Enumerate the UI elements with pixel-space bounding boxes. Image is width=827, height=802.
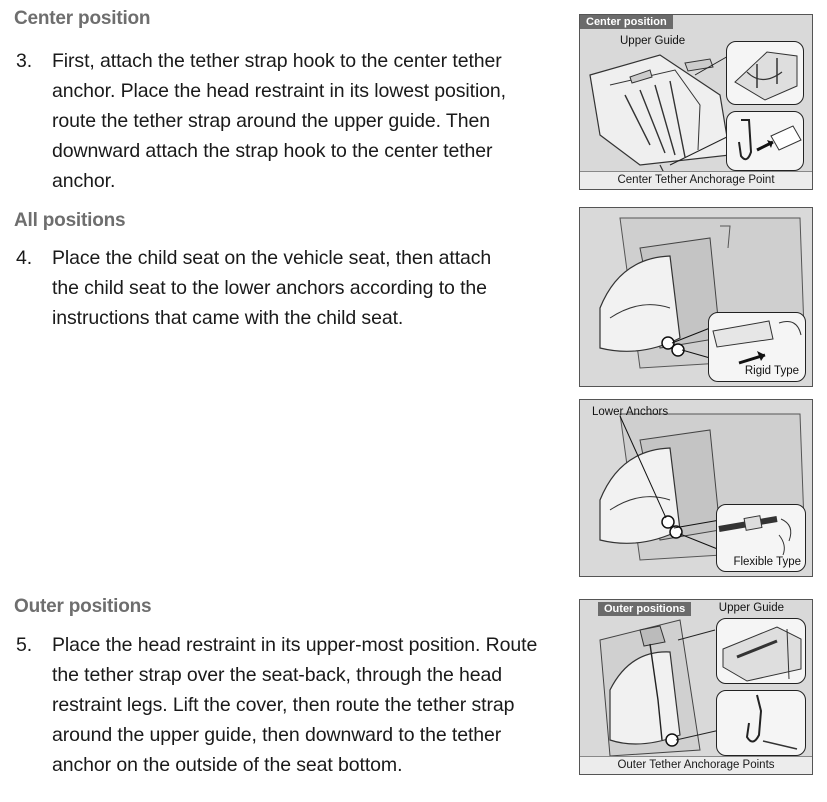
outer-tether-hook-icon [717, 691, 806, 756]
step-4-text: Place the child seat on the vehicle seat, then attach the child seat to the lower anchors according to the instructions that came with the child seat. [52, 247, 492, 329]
rigid-type-inset [708, 312, 806, 382]
upper-guide-detail-icon [727, 42, 804, 105]
outer-upper-guide-inset [716, 618, 806, 684]
outer-figure-caption: Outer Tether Anchorage Points [580, 756, 812, 774]
step-4 [16, 243, 516, 333]
tether-hook-detail-icon [727, 112, 804, 171]
step-4-number: 4. [16, 247, 33, 269]
center-upper-guide-label: Upper Guide [620, 35, 686, 47]
outer-upper-guide-icon [717, 619, 806, 684]
step-3-number: 3. [16, 50, 33, 72]
all-positions-heading: All positions [14, 210, 126, 231]
rigid-type-figure [579, 207, 813, 387]
flexible-type-inset [716, 504, 806, 572]
center-position-heading: Center position [14, 8, 151, 29]
center-anchor-inset [726, 111, 804, 171]
step-5 [16, 630, 541, 780]
step-3 [16, 46, 536, 196]
center-figure-tag: Center position [580, 15, 673, 29]
center-position-figure [579, 14, 813, 190]
rigid-type-caption: Rigid Type [744, 365, 799, 377]
outer-position-figure [579, 599, 813, 775]
flexible-type-caption: Flexible Type [733, 556, 801, 568]
lower-anchors-label: Lower Anchors [592, 406, 669, 418]
outer-upper-guide-label: Upper Guide [718, 602, 784, 614]
step-5-text: Place the head restraint in its upper-most position. Route the tether strap over the seat-back, through the head restraint legs. Lift the cover, then route the tether strap around the upper guide, then downward to the tether anchor on the outside of the seat bottom. [52, 634, 538, 776]
step-3-text: First, attach the tether strap hook to the center tether anchor. Place the head restraint in its lowest position, route the tether strap around the upper guide. Then downward attach the strap hook to the center tether anchor. [52, 50, 506, 192]
outer-figure-tag: Outer positions [598, 602, 691, 616]
step-5-number: 5. [16, 634, 33, 656]
outer-positions-heading: Outer positions [14, 596, 152, 617]
flexible-type-figure [579, 399, 813, 577]
center-figure-caption: Center Tether Anchorage Point [580, 171, 812, 189]
center-upper-guide-inset [726, 41, 804, 105]
outer-anchor-inset [716, 690, 806, 756]
